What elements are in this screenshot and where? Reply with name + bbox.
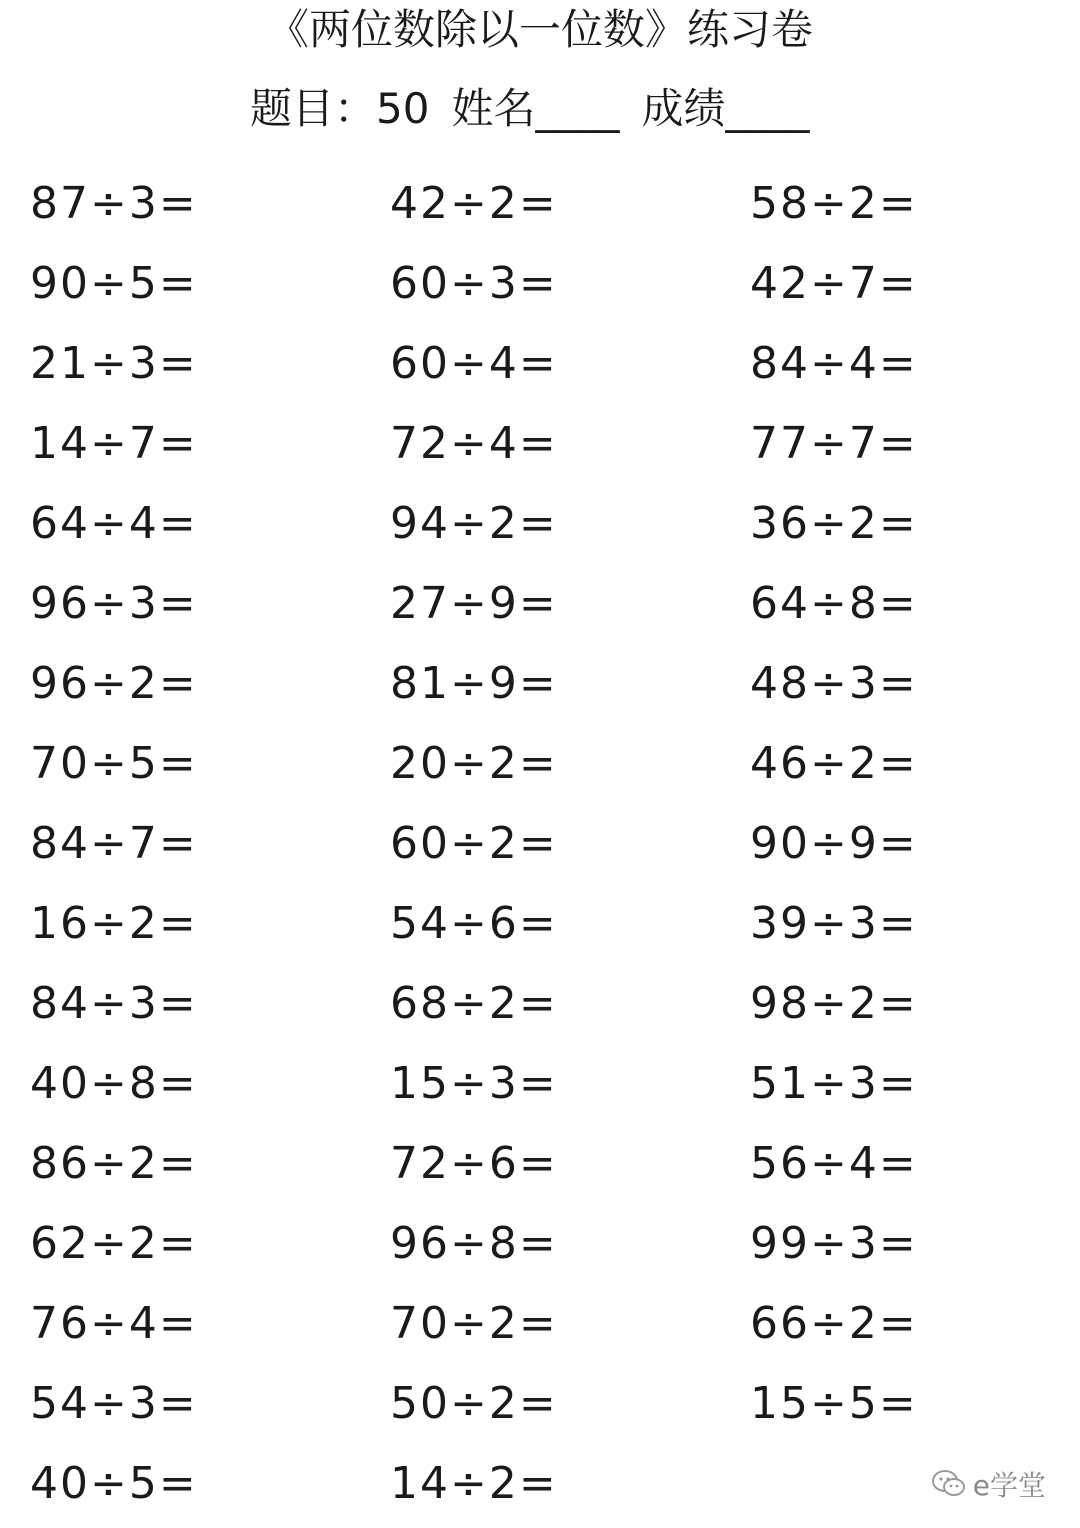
source-watermark xyxy=(931,1462,1046,1506)
division-problem: 64÷4= xyxy=(30,498,198,549)
question-count: 题目：50 xyxy=(250,84,430,133)
division-problem: 15÷5= xyxy=(750,1378,918,1429)
division-problem: 84÷4= xyxy=(750,338,918,389)
division-problem: 60÷2= xyxy=(390,818,558,869)
division-problem: 40÷5= xyxy=(30,1458,198,1509)
division-problem: 39÷3= xyxy=(750,898,918,949)
division-problem: 56÷4= xyxy=(750,1138,918,1189)
name-field-label: 姓名____ xyxy=(451,84,620,133)
division-problem: 90÷5= xyxy=(30,258,198,309)
division-problem: 76÷4= xyxy=(30,1298,198,1349)
division-problem: 77÷7= xyxy=(750,418,918,469)
division-problem: 96÷8= xyxy=(390,1218,558,1269)
division-problem: 90÷9= xyxy=(750,818,918,869)
worksheet-title: 《两位数除以一位数》练习卷 xyxy=(266,5,813,54)
division-problem: 96÷3= xyxy=(30,578,198,629)
division-problem: 62÷2= xyxy=(30,1218,198,1269)
division-problem: 72÷6= xyxy=(390,1138,558,1189)
division-problem: 27÷9= xyxy=(390,578,558,629)
division-problem: 86÷2= xyxy=(30,1138,198,1189)
division-problem: 36÷2= xyxy=(750,498,918,549)
division-problem: 60÷4= xyxy=(390,338,558,389)
division-problem: 48÷3= xyxy=(750,658,918,709)
division-problem: 40÷8= xyxy=(30,1058,198,1109)
division-problem: 66÷2= xyxy=(750,1298,918,1349)
division-problem: 98÷2= xyxy=(750,978,918,1029)
division-problem: 14÷7= xyxy=(30,418,198,469)
division-problem: 51÷3= xyxy=(750,1058,918,1109)
division-problem: 20÷2= xyxy=(390,738,558,789)
watermark-text: e学堂 xyxy=(972,1469,1046,1502)
division-problem: 96÷2= xyxy=(30,658,198,709)
division-problem: 68÷2= xyxy=(390,978,558,1029)
division-problem: 72÷4= xyxy=(390,418,558,469)
division-problem: 15÷3= xyxy=(390,1058,558,1109)
division-problem: 42÷7= xyxy=(750,258,918,309)
division-problem: 99÷3= xyxy=(750,1218,918,1269)
division-problem: 87÷3= xyxy=(30,178,198,229)
division-problem: 16÷2= xyxy=(30,898,198,949)
division-problem: 64÷8= xyxy=(750,578,918,629)
division-problem: 94÷2= xyxy=(390,498,558,549)
division-problem: 21÷3= xyxy=(30,338,198,389)
score-field-label: 成绩____ xyxy=(641,84,810,133)
division-problem: 42÷2= xyxy=(390,178,558,229)
division-problem: 60÷3= xyxy=(390,258,558,309)
division-problem: 81÷9= xyxy=(390,658,558,709)
wechat-icon xyxy=(931,1468,967,1500)
division-problem: 14÷2= xyxy=(390,1458,558,1509)
division-problem: 54÷6= xyxy=(390,898,558,949)
division-problem: 46÷2= xyxy=(750,738,918,789)
division-problem: 50÷2= xyxy=(390,1378,558,1429)
division-problem: 70÷5= xyxy=(30,738,198,789)
division-problem: 54÷3= xyxy=(30,1378,198,1429)
division-problem: 70÷2= xyxy=(390,1298,558,1349)
worksheet-info-line xyxy=(250,82,809,136)
division-problem: 58÷2= xyxy=(750,178,918,229)
division-problem: 84÷3= xyxy=(30,978,198,1029)
division-problem: 84÷7= xyxy=(30,818,198,869)
